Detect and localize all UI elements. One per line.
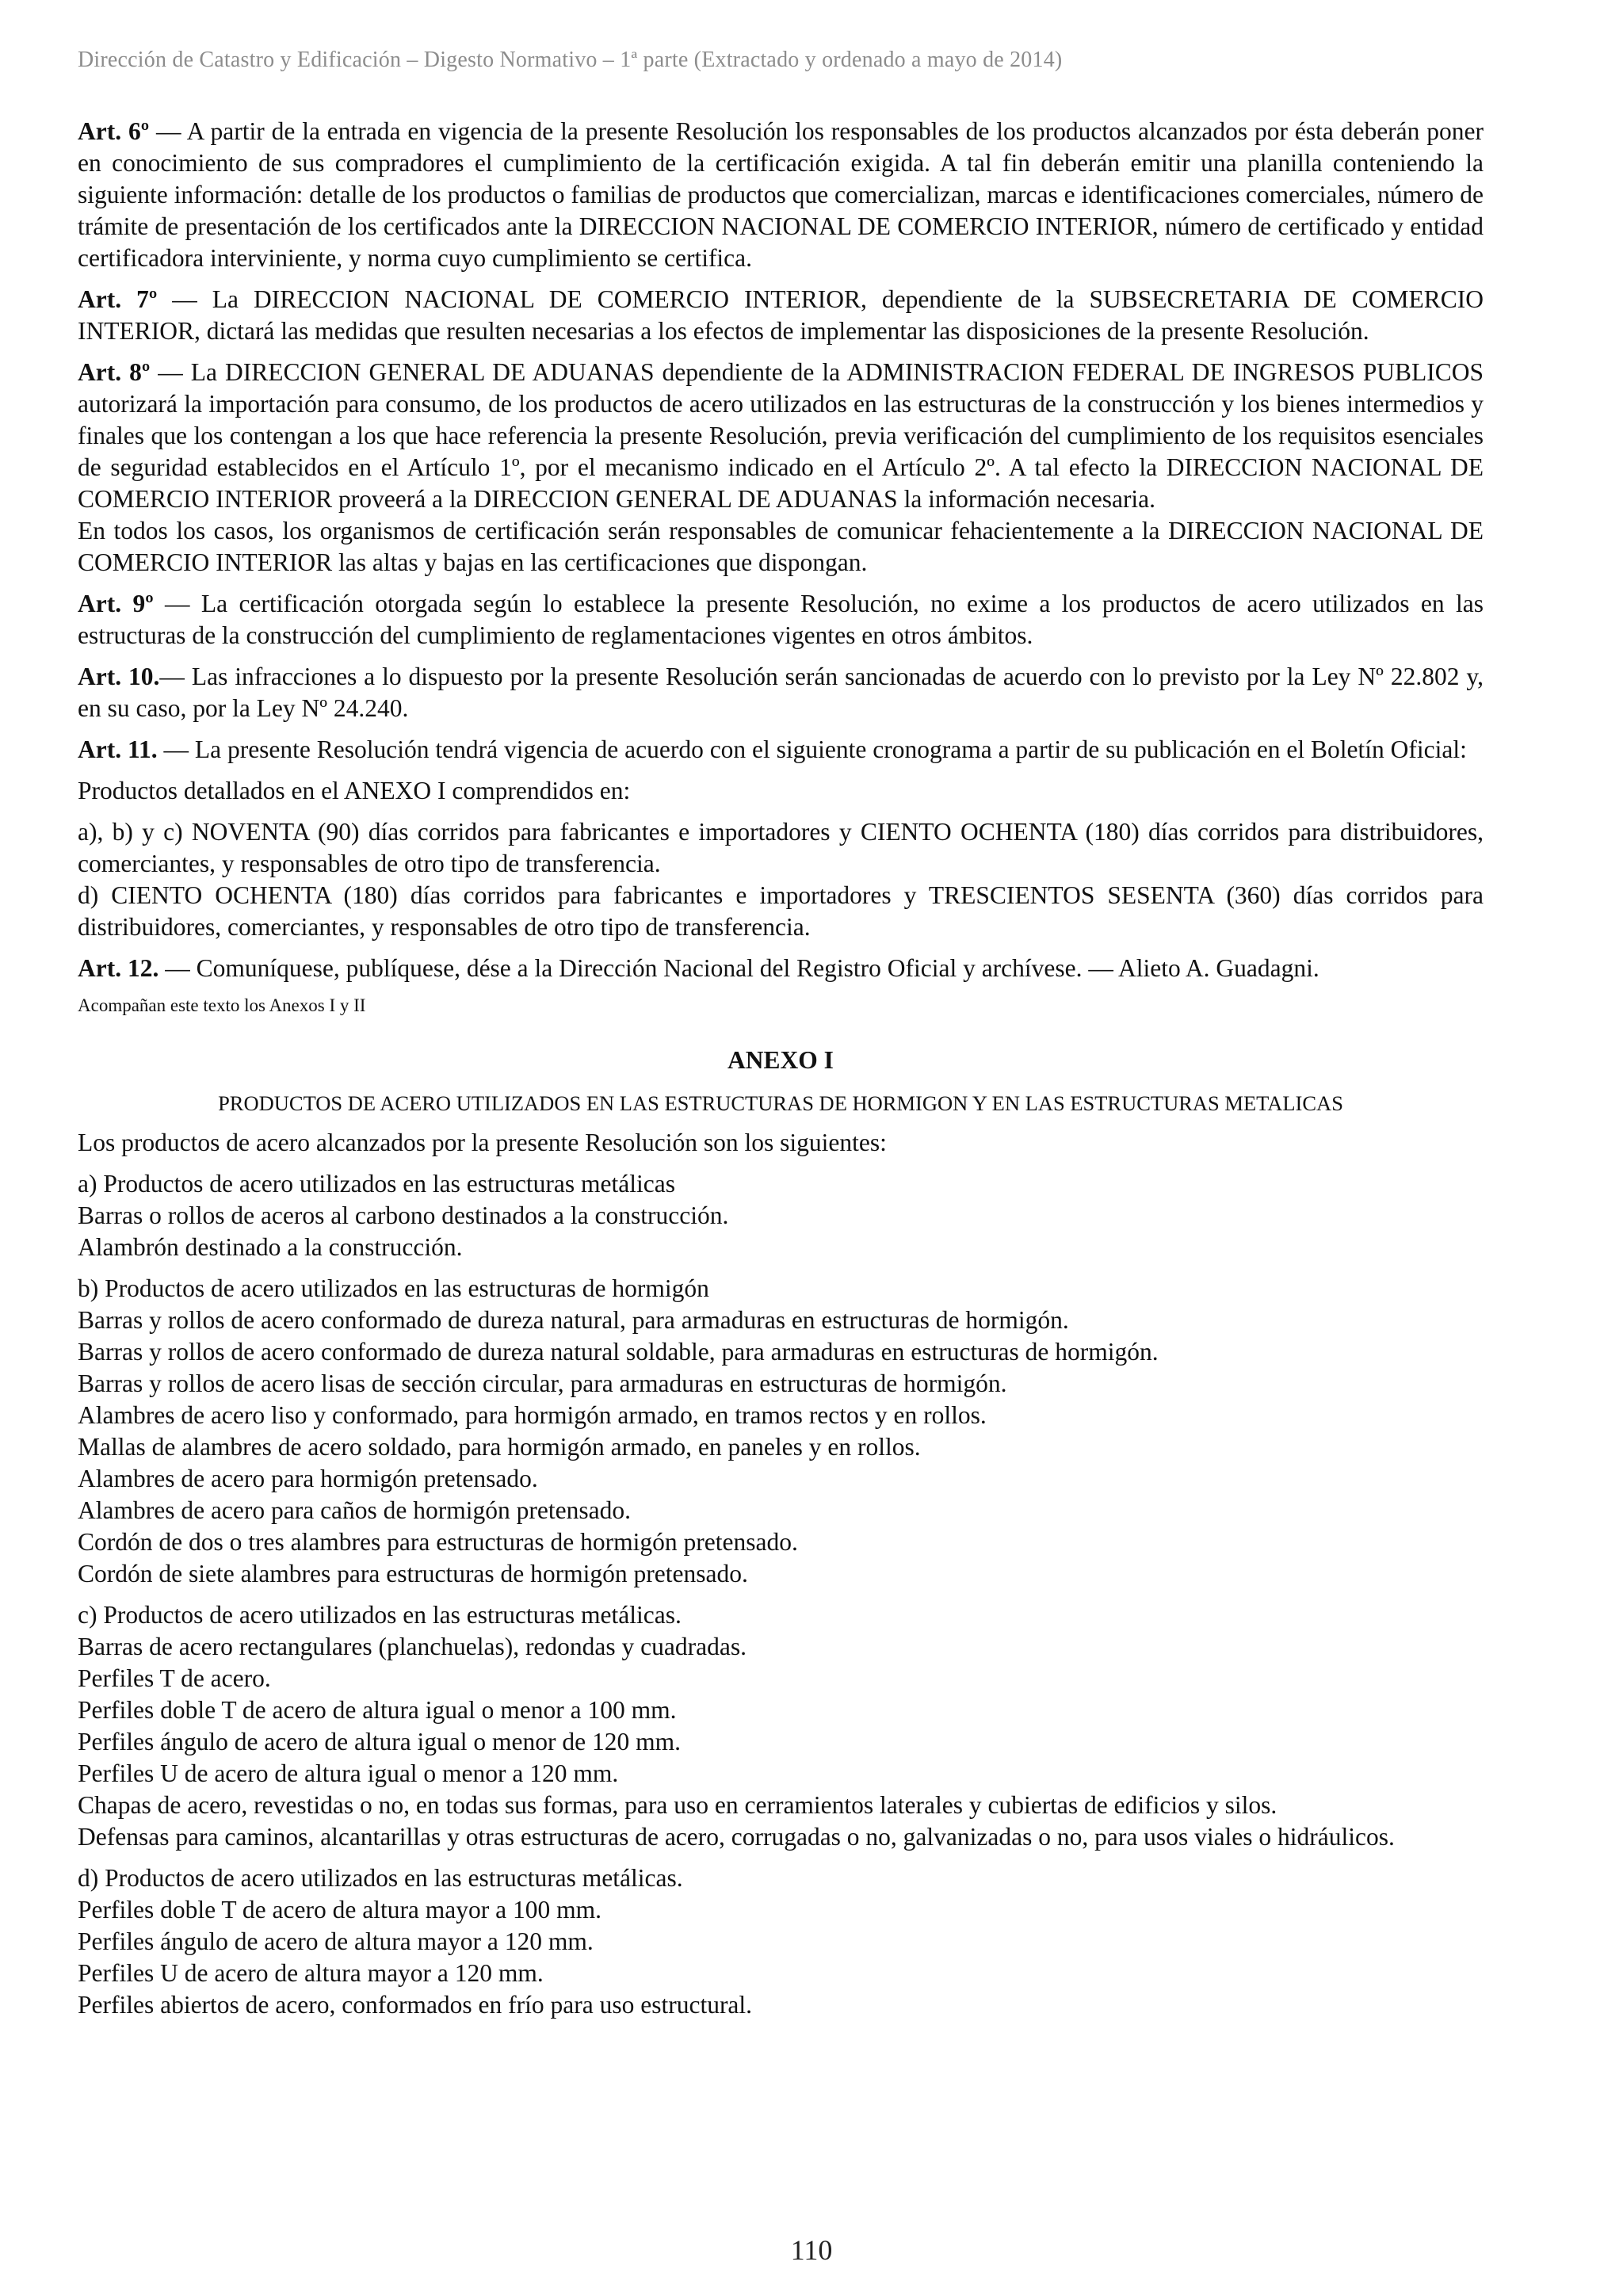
list-item: Alambres de acero para caños de hormigón pretensado.	[78, 1496, 631, 1524]
document-body	[78, 116, 1484, 2030]
annex-note: Acompañan este texto los Anexos I y II	[78, 995, 366, 1015]
list-item: Barras y rollos de acero lisas de sección circular, para armaduras en estructuras de hormigón.	[78, 1370, 1007, 1397]
group-heading: a) Productos de acero utilizados en las estructuras metálicas	[78, 1170, 675, 1198]
article-label: Art. 10.	[78, 663, 160, 690]
running-header: Dirección de Catastro y Edificación – Digesto Normativo – 1ª parte (Extractado y ordenado a mayo de 2014)	[78, 48, 1063, 72]
list-item: Chapas de acero, revestidas o no, en todas sus formas, para uso en cerramientos laterales y cubiertas de edificios y silos.	[78, 1791, 1277, 1819]
article-11	[78, 734, 1484, 766]
article-text: — La DIRECCION NACIONAL DE COMERCIO INTERIOR, dependiente de la SUBSECRETARIA DE COMERCIO INTERIOR, dictará las medidas que resulten necesarias a los efectos de implementar las disposiciones de la presente Resolución.	[78, 285, 1484, 345]
list-item: Barras y rollos de acero conformado de dureza natural, para armaduras en estructuras de hormigón.	[78, 1306, 1069, 1334]
article-10	[78, 661, 1484, 724]
list-item: Barras y rollos de acero conformado de dureza natural soldable, para armaduras en estructuras de hormigón.	[78, 1338, 1159, 1366]
list-item: Defensas para caminos, alcantarillas y otras estructuras de acero, corrugadas o no, galvanizadas o no, para usos viales o hidráulicos.	[78, 1823, 1395, 1851]
product-group-c	[78, 1599, 1484, 1853]
article-label: Art. 8º	[78, 358, 151, 386]
list-item: Perfiles doble T de acero de altura mayor a 100 mm.	[78, 1896, 601, 1924]
annex-title: ANEXO I	[727, 1046, 834, 1074]
list-item: Perfiles T de acero.	[78, 1664, 271, 1692]
page-number: 110	[790, 2234, 833, 2266]
group-heading: b) Productos de acero utilizados en las estructuras de hormigón	[78, 1274, 709, 1302]
list-item: Perfiles ángulo de acero de altura mayor a 120 mm.	[78, 1927, 594, 1955]
article-label: Art. 7º	[78, 285, 158, 313]
list-item: Perfiles abiertos de acero, conformados en frío para uso estructural.	[78, 1991, 753, 2019]
article-text: — Las infracciones a lo dispuesto por la presente Resolución serán sancionadas de acuerdo con lo previsto por la Ley Nº 22.802 y, en su caso, por la Ley Nº 24.240.	[78, 663, 1484, 722]
annex-intro: Los productos de acero alcanzados por la presente Resolución son los siguientes:	[78, 1129, 887, 1156]
list-item: Barras o rollos de aceros al carbono destinados a la construcción.	[78, 1201, 729, 1229]
product-group-b	[78, 1273, 1484, 1590]
list-item: Barras de acero rectangulares (planchuelas), redondas y cuadradas.	[78, 1633, 747, 1660]
article-8	[78, 357, 1484, 515]
list-item: Alambrón destinado a la construcción.	[78, 1233, 463, 1261]
article-11-item-d: d) CIENTO OCHENTA (180) días corridos para fabricantes e importadores y TRESCIENTOS SESENTA (360) días corridos para distribuidores, comerciantes, y responsables de otro tipo de transferencia.	[78, 881, 1484, 941]
article-text: — Comuníquese, publíquese, dése a la Dirección Nacional del Registro Oficial y archívese. — Alieto A. Guadagni.	[158, 954, 1319, 982]
article-8-paragraph-2: En todos los casos, los organismos de certificación serán responsables de comunicar fehacientemente a la DIRECCION NACIONAL DE COMERCIO INTERIOR las altas y bajas en las certificaciones que dispongan.	[78, 517, 1484, 576]
article-7	[78, 284, 1484, 347]
list-item: Perfiles U de acero de altura mayor a 120 mm.	[78, 1959, 544, 1987]
article-label: Art. 6º	[78, 117, 150, 145]
list-item: Alambres de acero para hormigón pretensado.	[78, 1465, 538, 1492]
list-item: Perfiles U de acero de altura igual o menor a 120 mm.	[78, 1759, 619, 1787]
list-item: Cordón de siete alambres para estructuras de hormigón pretensado.	[78, 1560, 748, 1587]
product-group-a	[78, 1168, 1484, 1263]
list-item: Cordón de dos o tres alambres para estructuras de hormigón pretensado.	[78, 1528, 798, 1556]
article-label: Art. 12.	[78, 954, 159, 982]
article-11-item-abc: a), b) y c) NOVENTA (90) días corridos para fabricantes e importadores y CIENTO OCHENTA (180) días corridos para distribuidores, comerciantes, y responsables de otro tipo de transferencia.	[78, 818, 1484, 877]
article-12	[78, 953, 1484, 984]
article-text: — La presente Resolución tendrá vigencia de acuerdo con el siguiente cronograma a partir de su publicación en el Boletín Oficial:	[157, 735, 1467, 763]
article-11-intro: Productos detallados en el ANEXO I comprendidos en:	[78, 777, 631, 804]
list-item: Perfiles doble T de acero de altura igual o menor a 100 mm.	[78, 1696, 677, 1724]
article-text: — La DIRECCION GENERAL DE ADUANAS dependiente de la ADMINISTRACION FEDERAL DE INGRESOS PUBLICOS autorizará la importación para consumo, de los productos de acero utilizados en las estructuras de la construcción y los bienes intermedios y finales que los contengan a los que hace referencia la presente Resolución, previa verificación del cumplimiento de los requisitos esenciales de seguridad establecidos en el Artículo 1º, por el mecanismo indicado en el Artículo 2º. A tal efecto la DIRECCION NACIONAL DE COMERCIO INTERIOR proveerá a la DIRECCION GENERAL DE ADUANAS la información necesaria.	[78, 358, 1484, 513]
list-item: Mallas de alambres de acero soldado, para hormigón armado, en paneles y en rollos.	[78, 1433, 921, 1461]
article-6	[78, 116, 1484, 274]
group-heading: c) Productos de acero utilizados en las estructuras metálicas.	[78, 1601, 682, 1629]
article-9	[78, 588, 1484, 651]
annex-subtitle: PRODUCTOS DE ACERO UTILIZADOS EN LAS ESTRUCTURAS DE HORMIGON Y EN LAS ESTRUCTURAS METALICAS	[218, 1091, 1343, 1115]
article-label: Art. 9º	[78, 590, 154, 617]
group-heading: d) Productos de acero utilizados en las estructuras metálicas.	[78, 1864, 683, 1892]
list-item: Perfiles ángulo de acero de altura igual o menor de 120 mm.	[78, 1728, 681, 1755]
list-item: Alambres de acero liso y conformado, para hormigón armado, en tramos rectos y en rollos.	[78, 1401, 987, 1429]
article-text: — A partir de la entrada en vigencia de la presente Resolución los responsables de los productos alcanzados por ésta deberán poner en conocimiento de sus compradores el cumplimiento de la certificación exigida. A tal fin deberán emitir una planilla conteniendo la siguiente información: detalle de los productos o familias de productos que comercializan, marcas e identificaciones comerciales, número de trámite de presentación de los certificados ante la DIRECCION NACIONAL DE COMERCIO INTERIOR, número de certificado y entidad certificadora interviniente, y norma cuyo cumplimiento se certifica.	[78, 117, 1484, 272]
product-group-d	[78, 1862, 1484, 2021]
article-label: Art. 11.	[78, 735, 158, 763]
article-text: — La certificación otorgada según lo establece la presente Resolución, no exime a los productos de acero utilizados en las estructuras de la construcción del cumplimiento de reglamentaciones vigentes en otros ámbitos.	[78, 590, 1484, 649]
